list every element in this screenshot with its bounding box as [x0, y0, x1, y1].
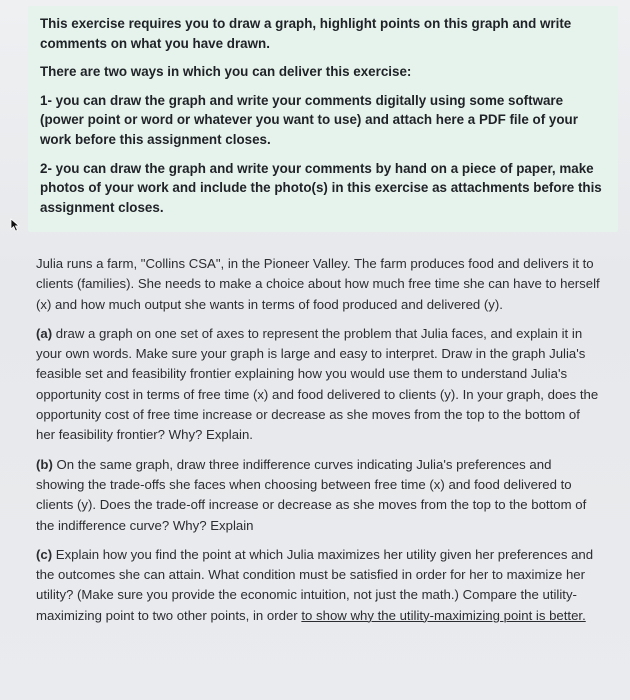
part-c-label: (c)	[36, 546, 53, 562]
instructions-intro: This exercise requires you to draw a graph, highlight points on this graph and write comments on what you have drawn.	[40, 16, 572, 51]
part-a-label: (a)	[36, 325, 53, 341]
instructions-ways: There are two ways in which you can deliver this exercise:	[40, 64, 412, 80]
part-c	[36, 545, 602, 626]
part-b	[36, 455, 602, 536]
problem-content	[36, 254, 602, 635]
part-b-label: (b)	[36, 456, 53, 472]
mouse-cursor-icon	[10, 218, 22, 232]
part-c-text: Explain how you find the point at which Julia maximizes her utility given her preferences and the outcomes she can attain. What condition must be satisfied in order for her to maximize her utility? (Make sure you provide the economic intuition, not just the math.) Compare the utility-maximizing point to two other points, in order	[36, 546, 594, 623]
problem-intro: Julia runs a farm, "Collins CSA", in the Pioneer Valley. The farm produces food and delivers it to clients (families). She needs to make a choice about how much free time she can have to herself (x) and how much output she wants in terms of food produced and delivered (y).	[36, 256, 600, 312]
part-c-cut-line: to show why the utility-maximizing point is better.	[301, 607, 586, 623]
instructions-option-1: 1- you can draw the graph and write your comments digitally using some software (power point or word or whatever you want to use) and attach here a PDF file of your work before this assignment closes.	[40, 92, 578, 147]
part-b-text: On the same graph, draw three indifference curves indicating Julia's preferences and showing the trade-offs she faces when choosing between free time (x) and food delivered to clients (y). Does the trade-off increase or decrease as she moves from the top to the bottom of the indifference curve? Why? Explain	[36, 456, 587, 533]
instructions-option-2: 2- you can draw the graph and write your comments by hand on a piece of paper, make photos of your work and include the photo(s) in this exercise as attachments before this assignment closes.	[40, 160, 602, 215]
part-a	[36, 324, 602, 446]
instructions-text	[40, 14, 606, 226]
instructions-box	[28, 6, 618, 232]
part-a-text: draw a graph on one set of axes to represent the problem that Julia faces, and explain it in your own words. Make sure your graph is large and easy to interpret. Draw in the graph Julia's feasible set and feasibility frontier explaining how you would use them to understand Julia's opportunity cost in terms of free time (x) and food delivered to clients (y). In your graph, does the opportunity cost of free time increase or decrease as she moves from the top to the bottom of her feasibility frontier? Why? Explain.	[36, 325, 599, 443]
